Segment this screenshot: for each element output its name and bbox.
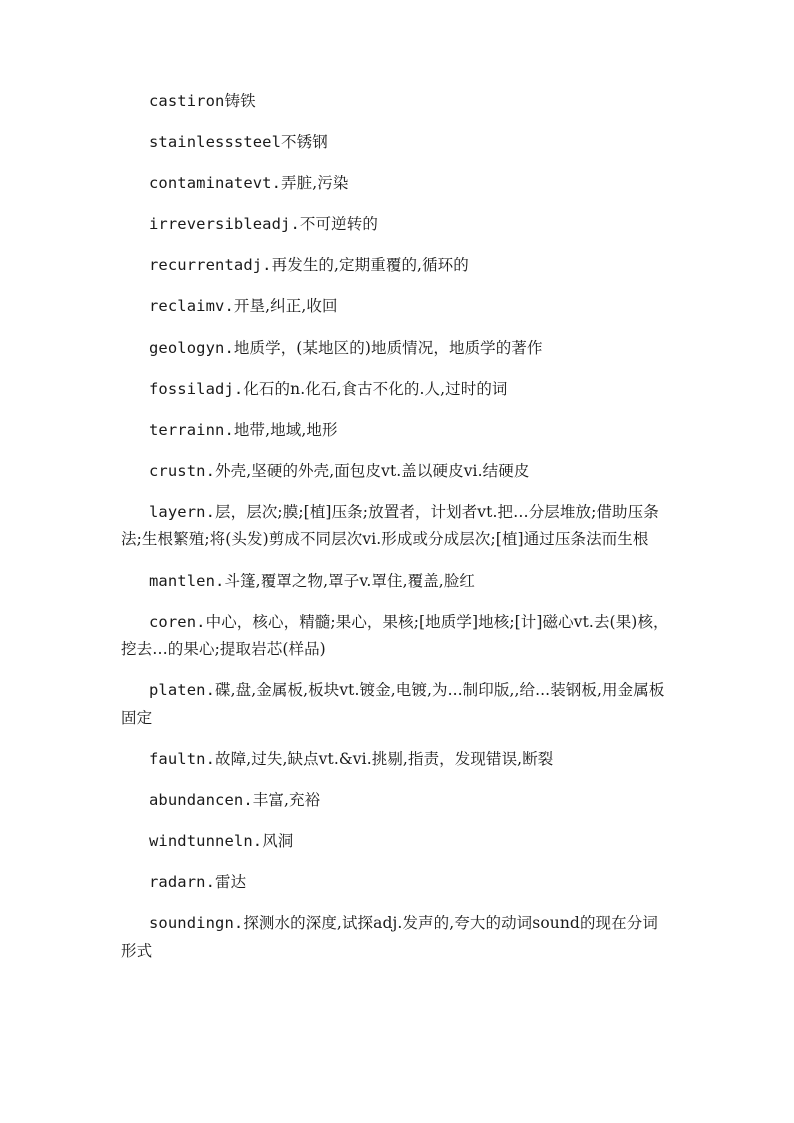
entry-definition: 外壳,坚硬的外壳,面包皮vt.盖以硬皮vi.结硬皮 bbox=[215, 461, 530, 480]
entry-definition: 风洞 bbox=[262, 832, 294, 850]
entry-term: recurrentadj. bbox=[149, 256, 272, 275]
vocabulary-entry bbox=[121, 609, 673, 664]
entry-definition: 碟,盘,金属板,板块vt.镀金,电镀,为...制印版,,给...装钢板,用金属板固定 bbox=[121, 681, 665, 727]
entry-term: windtunneln. bbox=[149, 832, 263, 850]
entry-definition: 不锈钢 bbox=[281, 133, 328, 152]
vocabulary-entry bbox=[121, 746, 673, 774]
vocabulary-entry bbox=[121, 170, 673, 198]
entry-term: layern. bbox=[149, 502, 216, 521]
entry-term: radarn. bbox=[149, 873, 216, 892]
entry-term: platen. bbox=[149, 681, 216, 700]
vocabulary-entry bbox=[121, 252, 673, 280]
vocabulary-entry bbox=[121, 458, 673, 486]
entry-term: faultn. bbox=[149, 749, 216, 768]
entry-definition: 再发生的,定期重覆的,循环的 bbox=[271, 256, 469, 275]
entry-definition: 中心，核心，精髓;果心，果核;[地质学]地核;[计]磁心vt.去(果)核，挖去…的果心;提取岩芯(样品) bbox=[121, 612, 669, 659]
entry-term: abundancen. bbox=[149, 790, 253, 809]
entry-term: reclaimv. bbox=[149, 297, 234, 316]
vocabulary-entry bbox=[121, 129, 673, 157]
entry-term: fossiladj. bbox=[149, 379, 244, 398]
entry-term: coren. bbox=[149, 612, 206, 631]
vocabulary-entry bbox=[121, 787, 673, 815]
vocabulary-entry bbox=[121, 568, 673, 596]
entry-term: stainlesssteel bbox=[149, 133, 282, 152]
vocabulary-entry bbox=[121, 417, 673, 445]
entry-definition: 探测水的深度,试探adj.发声的,夸大的动词sound的现在分词形式 bbox=[121, 914, 658, 960]
entry-definition: 丰富,充裕 bbox=[252, 790, 321, 809]
entry-term: mantlen. bbox=[149, 571, 225, 590]
entry-definition: 故障,过失,缺点vt.&vi.挑剔,指责，发现错误,断裂 bbox=[215, 749, 554, 768]
vocabulary-entry bbox=[121, 499, 673, 554]
entry-term: crustn. bbox=[149, 461, 216, 480]
entry-term: contaminatevt. bbox=[149, 174, 282, 193]
vocabulary-entry bbox=[121, 88, 673, 116]
entry-definition: 地带,地域,地形 bbox=[233, 420, 338, 439]
entry-definition: 不可逆转的 bbox=[299, 215, 378, 234]
vocabulary-entry bbox=[121, 677, 673, 732]
vocabulary-entry bbox=[121, 910, 673, 965]
entry-term: castiron bbox=[149, 92, 225, 110]
entry-definition: 开垦,纠正,收回 bbox=[233, 297, 338, 316]
entry-definition: 化石的n.化石,食古不化的.人,过时的词 bbox=[243, 379, 508, 398]
entry-definition: 铸铁 bbox=[224, 92, 256, 110]
entry-definition: 弄脏,污染 bbox=[281, 174, 349, 193]
entry-definition: 地质学，(某地区的)地质情况，地质学的著作 bbox=[233, 338, 543, 357]
vocabulary-entry bbox=[121, 211, 673, 239]
entry-term: geologyn. bbox=[149, 338, 234, 357]
entry-term: irreversibleadj. bbox=[149, 215, 300, 234]
vocabulary-list bbox=[121, 88, 673, 979]
entry-term: terrainn. bbox=[149, 420, 234, 439]
entry-term: soundingn. bbox=[149, 914, 244, 933]
vocabulary-entry bbox=[121, 869, 673, 897]
vocabulary-entry bbox=[121, 335, 673, 363]
entry-definition: 斗篷,覆罩之物,罩子v.罩住,覆盖,脸红 bbox=[224, 571, 476, 590]
vocabulary-entry bbox=[121, 293, 673, 321]
vocabulary-entry bbox=[121, 828, 673, 856]
entry-definition: 雷达 bbox=[215, 873, 247, 892]
vocabulary-entry bbox=[121, 376, 673, 404]
entry-definition: 层，层次;膜;[植]压条;放置者，计划者vt.把…分层堆放;借助压条法;生根繁殖;将(头发)剪成不同层次vi.形成或分成层次;[植]通过压条法而生根 bbox=[121, 502, 659, 549]
